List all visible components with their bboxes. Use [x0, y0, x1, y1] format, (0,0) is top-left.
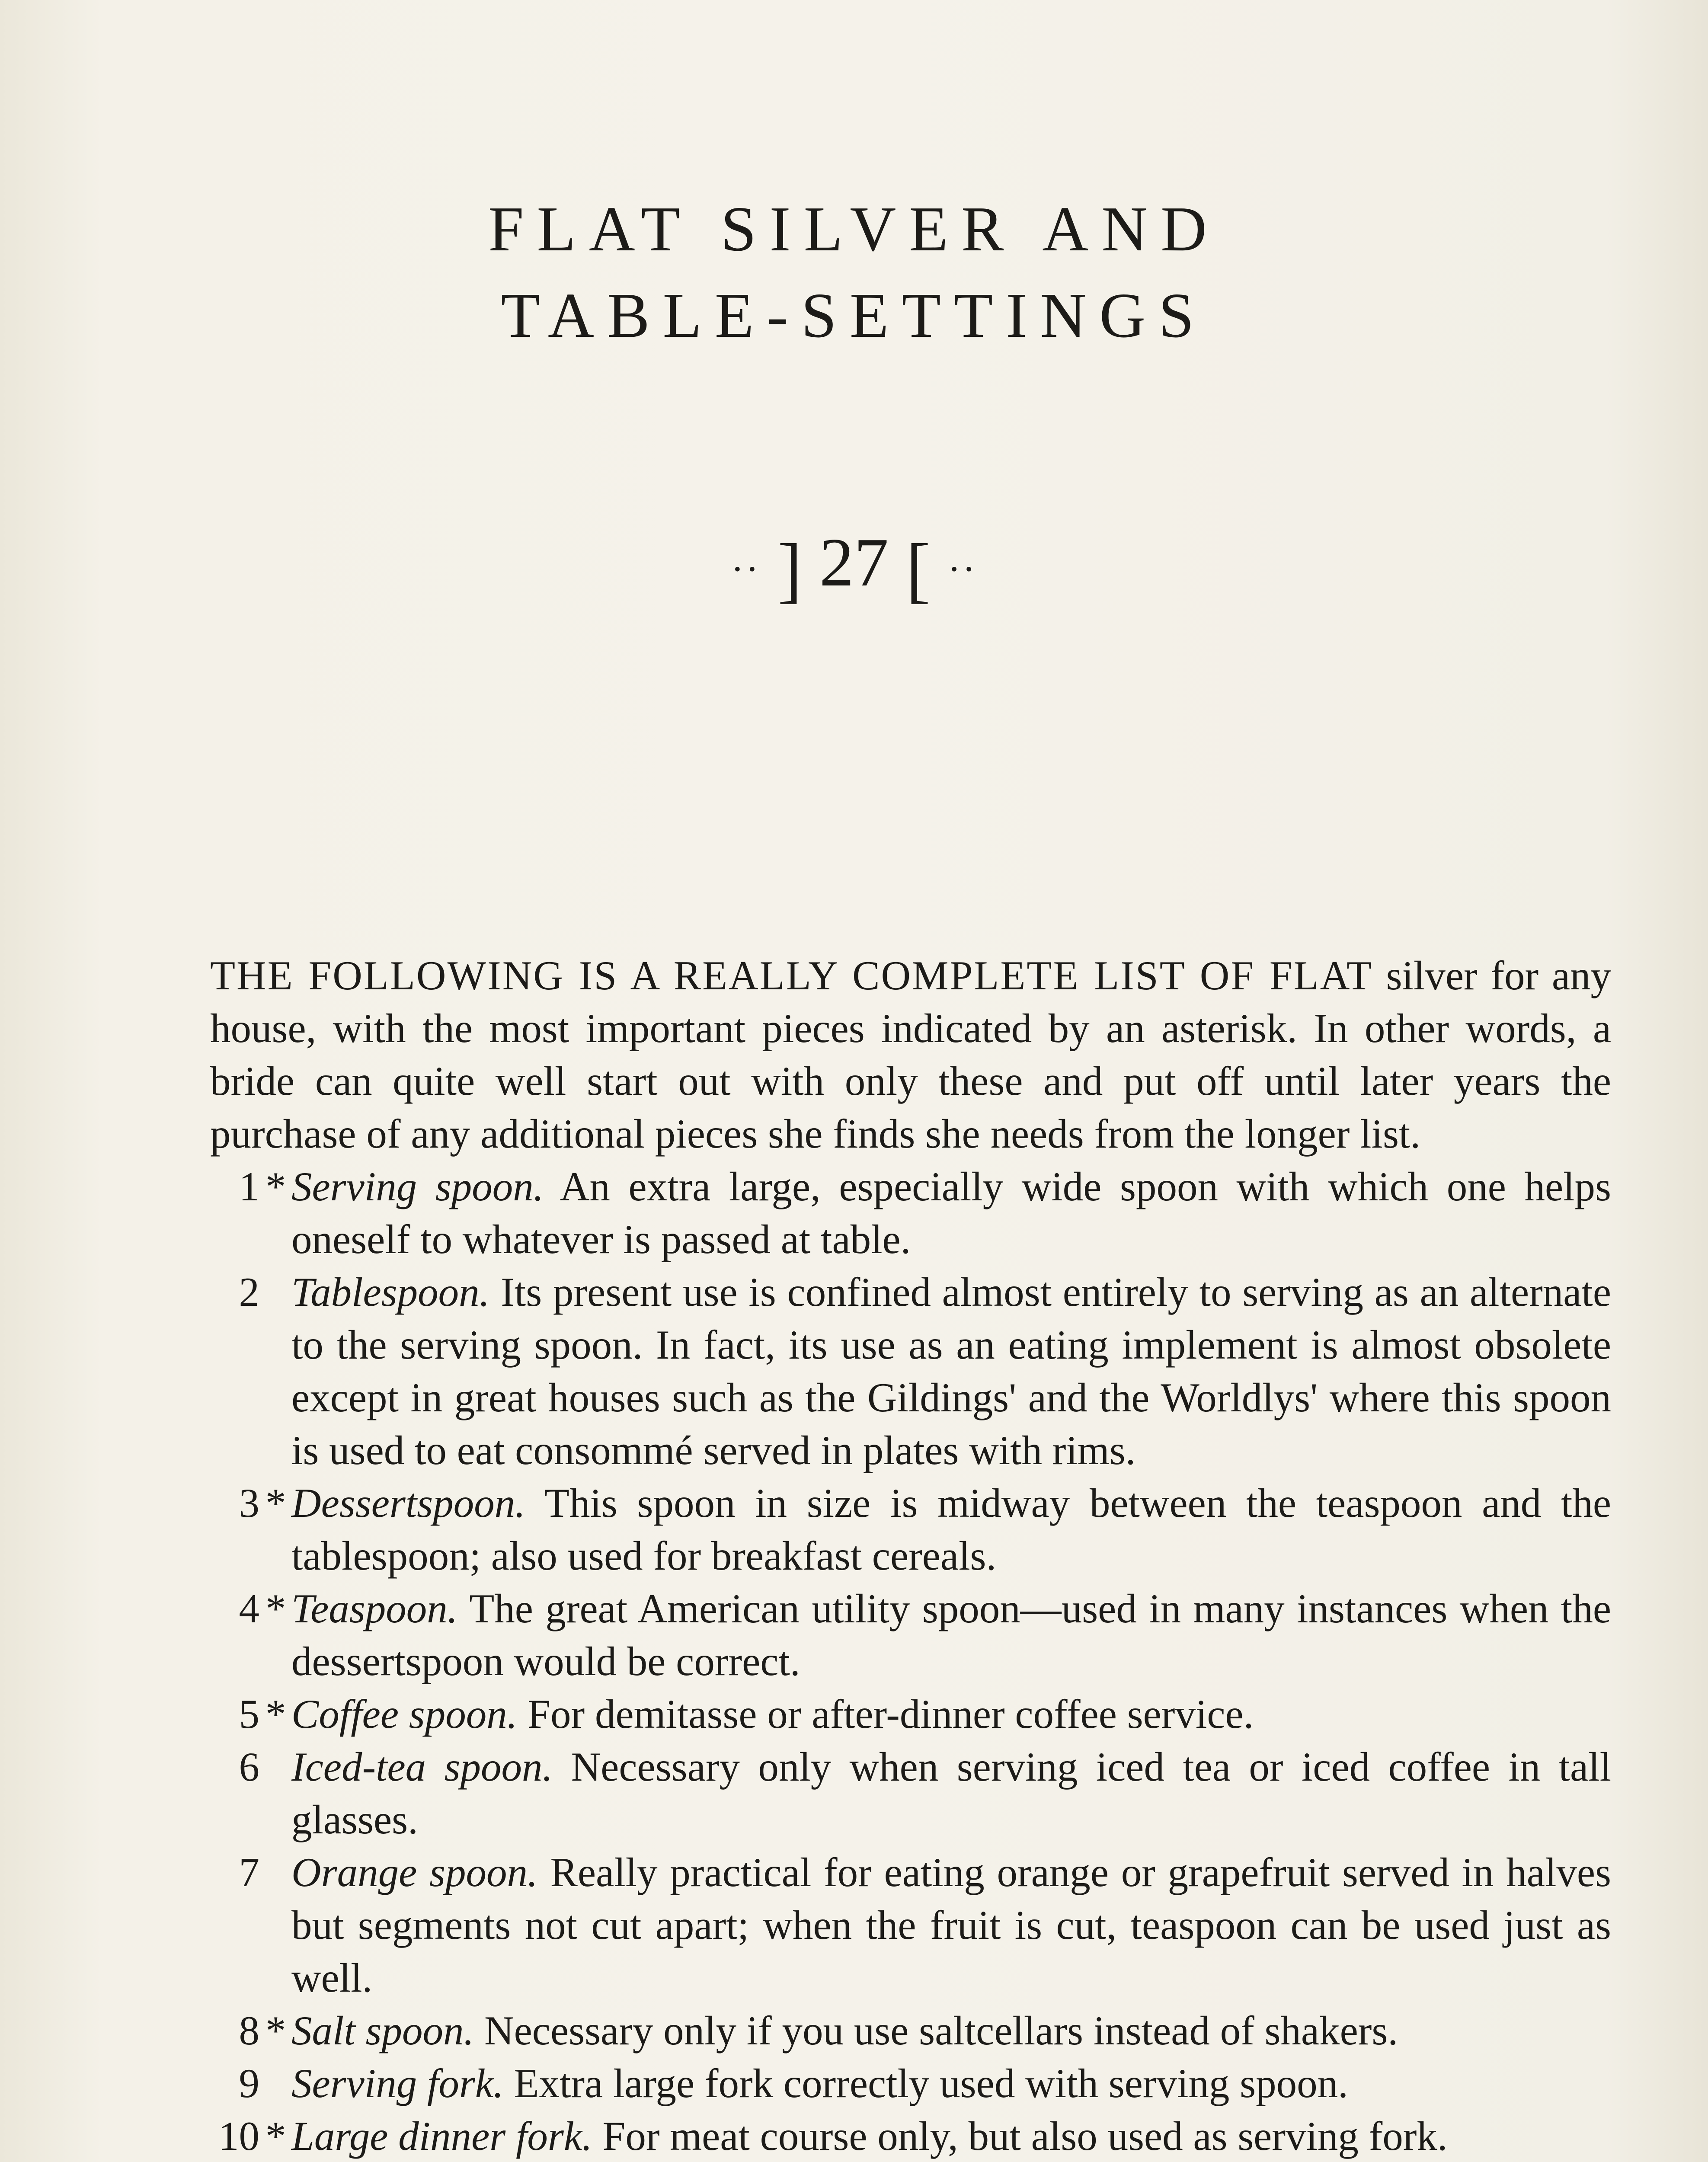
list-item: [210, 1160, 1611, 1266]
asterisk-marker: *: [265, 2008, 286, 2053]
page-body: [210, 949, 1611, 2162]
item-text: For meat course only, but also used as serving fork.: [592, 2113, 1448, 2159]
silver-list: [210, 1160, 1611, 2162]
item-description: [291, 1477, 1611, 1582]
list-item: [210, 1688, 1611, 1740]
item-description: [291, 2057, 1611, 2110]
asterisk-marker: *: [265, 1586, 286, 1631]
item-term: Dessertspoon.: [291, 1480, 525, 1526]
item-text: For demitasse or after-dinner coffee service.: [517, 1691, 1254, 1737]
item-number: 3: [239, 1480, 259, 1526]
chapter-title: [0, 186, 1708, 359]
asterisk-marker: *: [265, 1480, 286, 1526]
list-item: [210, 1266, 1611, 1477]
item-description: [291, 1160, 1611, 1266]
ornament-dots-left: ··: [731, 548, 761, 591]
item-text: Its present use is confined almost entirely to serving as an alternate to the serving spoon. In fact, its use as an eating implement is almost obsolete except in great houses such as the Gildings' and the Worldlys' where this spoon is used to eat consommé served in plates with rims.: [291, 1269, 1611, 1473]
intro-paragraph: [210, 949, 1611, 1160]
item-term: Teaspoon.: [291, 1586, 458, 1631]
asterisk-marker: *: [265, 2113, 286, 2159]
item-text: Extra large fork correctly used with serving spoon.: [503, 2060, 1348, 2106]
item-number: 6: [239, 1744, 259, 1790]
item-term: Tablespoon.: [291, 1269, 490, 1315]
list-item: [210, 1846, 1611, 2004]
item-number: 10: [218, 2113, 259, 2159]
item-term: Coffee spoon.: [291, 1691, 518, 1737]
item-term: Serving spoon.: [291, 1164, 544, 1209]
list-item: [210, 2057, 1611, 2110]
chapter-number-block: [0, 519, 1708, 613]
item-number: 4: [239, 1586, 259, 1631]
list-item: [210, 1477, 1611, 1582]
item-description: [291, 1740, 1611, 1846]
intro-lead-caps: THE FOLLOWING IS A REALLY COMPLETE LIST OF FLAT: [210, 953, 1373, 998]
item-number: 1: [239, 1164, 259, 1209]
item-description: [291, 2110, 1611, 2162]
item-number: 8: [239, 2008, 259, 2053]
left-bracket-ornament-icon: ]: [777, 529, 802, 611]
list-item: [210, 2004, 1611, 2057]
right-bracket-ornament-icon: [: [906, 529, 931, 611]
item-description: [291, 1688, 1611, 1740]
item-term: Serving fork.: [291, 2060, 504, 2106]
item-term: Orange spoon.: [291, 1849, 538, 1895]
list-item: [210, 2110, 1611, 2162]
item-number: 7: [239, 1849, 259, 1895]
item-number: 5: [239, 1691, 259, 1737]
item-text: An extra large, especially wide spoon with which one helps oneself to whatever is passed at table.: [291, 1164, 1611, 1262]
list-item: [210, 1740, 1611, 1846]
item-text: Necessary only when serving iced tea or iced coffee in tall glasses.: [291, 1744, 1611, 1842]
chapter-title-line-2: TABLE-SETTINGS: [501, 280, 1207, 351]
ornament-dots-right: ··: [947, 548, 977, 591]
item-term: Large dinner fork.: [291, 2113, 592, 2159]
item-text: The great American utility spoon—used in many instances when the dessertspoon would be correct.: [291, 1586, 1611, 1684]
asterisk-marker: *: [265, 1164, 286, 1209]
item-term: Iced-tea spoon.: [291, 1744, 553, 1790]
item-description: [291, 2004, 1611, 2057]
item-description: [291, 1266, 1611, 1477]
item-description: [291, 1846, 1611, 2004]
chapter-title-line-1: FLAT SILVER AND: [488, 194, 1220, 265]
item-number: 9: [239, 2060, 259, 2106]
item-text: Necessary only if you use saltcellars instead of shakers.: [474, 2008, 1398, 2053]
item-text: This spoon in size is midway between the teaspoon and the tablespoon; also used for breakfast cereals.: [291, 1480, 1611, 1579]
item-term: Salt spoon.: [291, 2008, 474, 2053]
item-text: Really practical for eating orange or grapefruit served in halves but segments not cut apart; when the fruit is cut, teaspoon can be used just as well.: [291, 1849, 1612, 2001]
chapter-number: 27: [819, 524, 889, 601]
item-number: 2: [239, 1269, 259, 1315]
asterisk-marker: *: [265, 1691, 286, 1737]
intro-text: silver for any house, with the most important pieces indicated by an asterisk. In other words, a bride can quite well start out with only these and put off until later years the purchase of any additional pieces she finds she needs from the longer list.: [210, 953, 1611, 1157]
item-description: [291, 1582, 1611, 1688]
list-item: [210, 1582, 1611, 1688]
